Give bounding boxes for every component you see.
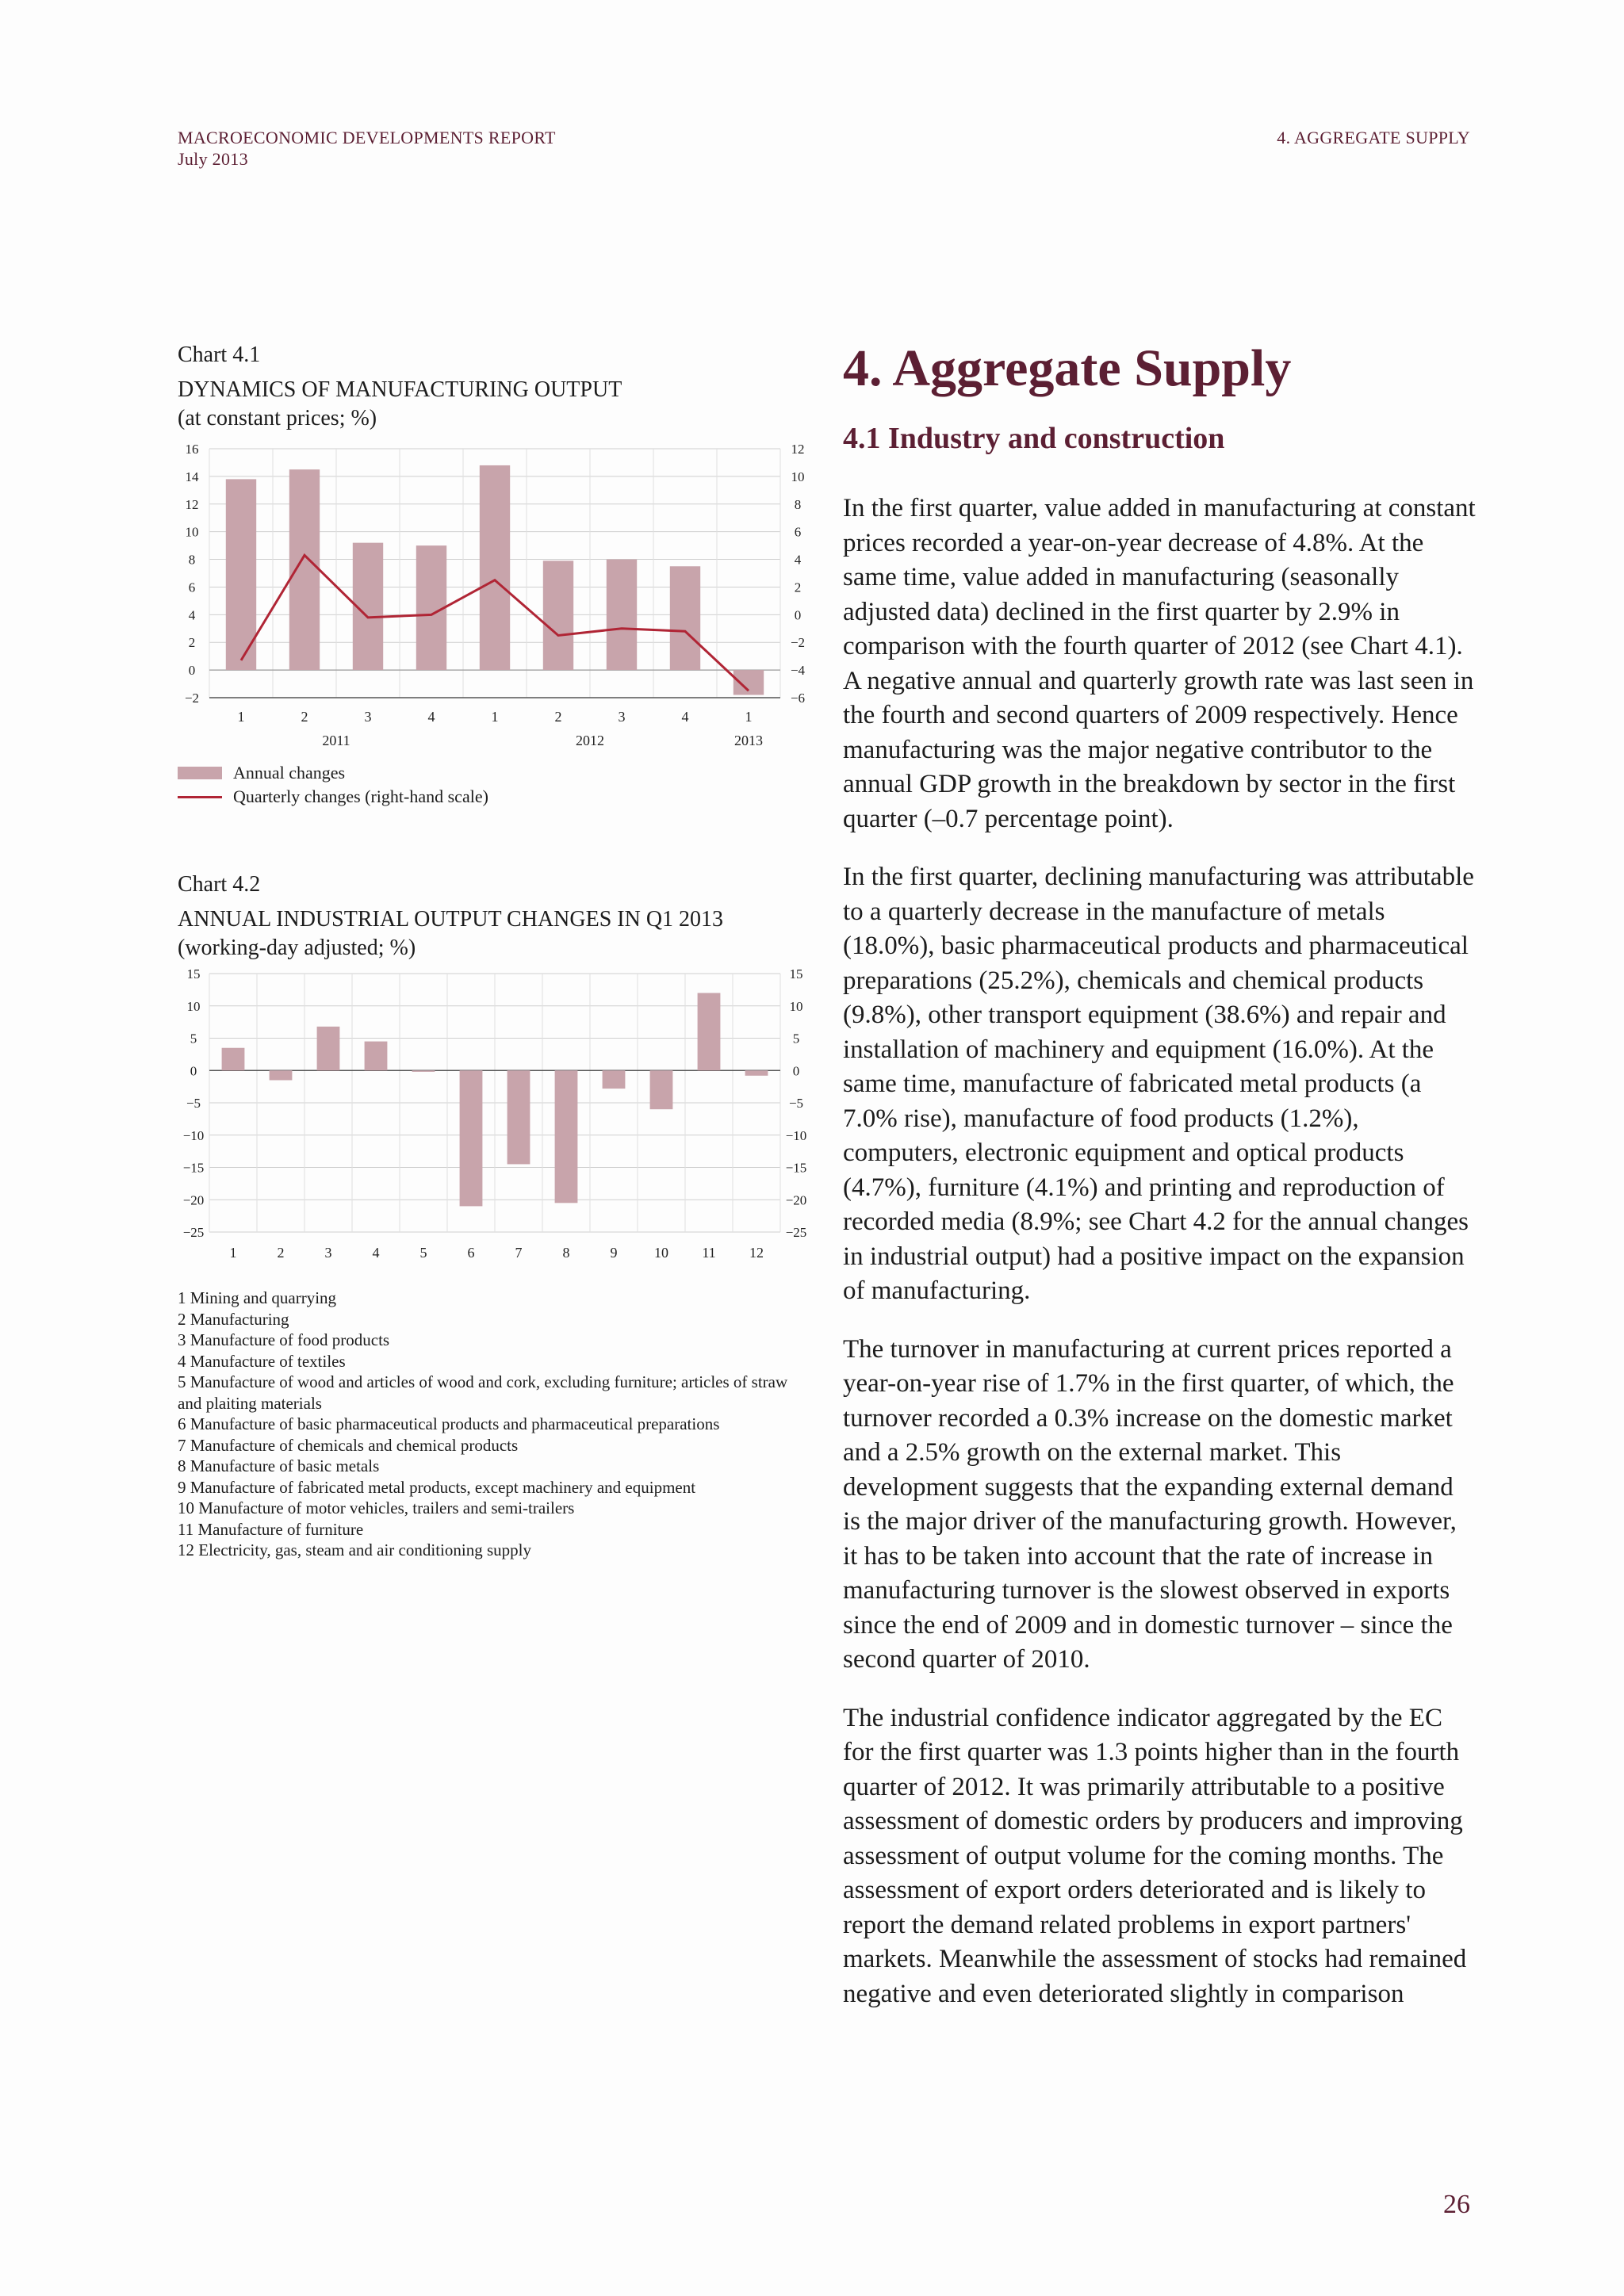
bar: [412, 1070, 435, 1072]
chart-note: 1 Mining and quarrying: [178, 1288, 337, 1307]
y-tick-label-left: −25: [182, 1225, 205, 1240]
bar: [365, 1042, 388, 1071]
y-tick-label-left: 15: [186, 966, 201, 982]
y-tick-label-right: 2: [794, 580, 802, 595]
chart-note: 11 Manufacture of furniture: [178, 1519, 364, 1539]
x-tick-label: 11: [702, 1245, 716, 1261]
bar: [317, 1027, 340, 1070]
y-tick-label-left: −5: [186, 1096, 201, 1111]
x-tick-label: 1: [745, 709, 753, 725]
y-tick-label-right: −10: [785, 1127, 807, 1143]
x-tick-label: 3: [618, 709, 626, 725]
y-tick-label-right: −4: [790, 663, 806, 679]
x-year-label: 2012: [576, 733, 604, 748]
article-column: [843, 333, 1477, 2011]
bar: [698, 993, 721, 1070]
x-tick-label: 1: [229, 1245, 237, 1261]
y-tick-label-right: 0: [794, 607, 802, 623]
y-tick-label-left: 5: [190, 1031, 197, 1047]
y-tick-label-right: 6: [794, 524, 802, 540]
x-tick-label: 6: [467, 1245, 475, 1261]
y-tick-label-left: 16: [185, 442, 199, 457]
x-tick-label: 4: [372, 1245, 380, 1261]
bar: [670, 566, 700, 670]
bar: [733, 670, 764, 695]
paragraph: The turnover in manufacturing at current prices reported a year-on-year rise of 1.7% in the first quarter, of which, the turnover recorded a 0.3% increase on the domestic market and a 2.5% growth on the external market. This development suggests that the expanding external demand is the major driver of the manufacturing growth. However, it has to be taken into account that the rate of increase in manufacturing turnover is the slowest observed in exports since the end of 2009 and in domestic turnover – since the second quarter of 2010.: [843, 1334, 1457, 1674]
chart-4-2-title: ANNUAL INDUSTRIAL OUTPUT CHANGES IN Q1 2013: [178, 907, 724, 932]
y-tick-label-left: −15: [182, 1160, 205, 1176]
y-tick-label-left: 0: [188, 663, 196, 679]
x-tick-label: 3: [324, 1245, 332, 1261]
chart-note: 5 Manufacture of wood and articles of wood and cork, excluding furniture; articles of straw and plaiting materials: [178, 1372, 788, 1413]
chart-note: 6 Manufacture of basic pharmaceutical products and pharmaceutical preparations: [178, 1414, 720, 1433]
y-tick-label-left: 10: [185, 524, 199, 540]
y-tick-label-right: −20: [785, 1192, 807, 1208]
bar: [543, 561, 573, 670]
x-tick-label: 2: [277, 1245, 285, 1261]
chart-4-1-title: DYNAMICS OF MANUFACTURING OUTPUT: [178, 377, 622, 402]
bar: [745, 1070, 768, 1076]
y-tick-label-left: −10: [182, 1127, 205, 1143]
paragraph: In the first quarter, value added in manufacturing at constant prices recorded a year-on-year decrease of 4.8%. At the same time, value added in manufacturing (seasonally adjusted data) declined in the first quarter by 2.9% in comparison with the fourth quarter of 2012 (see Chart 4.1). A negative annual and quarterly growth rate was last seen in the fourth and second quarters of 2009 respectively. Hence manufacturing was the major negative contributor to the annual GDP growth in the breakdown by sector in the first quarter (–0.7 percentage point).: [843, 494, 1476, 833]
x-tick-label: 9: [610, 1245, 618, 1261]
chart-4-1-subtitle: (at constant prices; %): [178, 406, 377, 430]
chart-4-2-notes: [178, 1288, 812, 1561]
y-tick-label-left: 14: [185, 469, 199, 484]
chapter-title: 4. Aggregate Supply: [843, 339, 1292, 397]
chart-note: 8 Manufacture of basic metals: [178, 1456, 380, 1475]
chart-note: 12 Electricity, gas, steam and air conditioning supply: [178, 1540, 531, 1559]
y-tick-label-left: 8: [188, 552, 196, 568]
legend-item-quarterly: [178, 785, 812, 809]
bar: [508, 1070, 530, 1164]
bar: [270, 1070, 293, 1080]
y-tick-label-left: −20: [182, 1192, 205, 1208]
chart-note: 3 Manufacture of food products: [178, 1330, 390, 1349]
legend-item-annual: [178, 761, 812, 785]
y-tick-label-right: −25: [785, 1225, 807, 1240]
section-title: 4.1 Industry and construction: [843, 422, 1225, 455]
chart-note: 10 Manufacture of motor vehicles, trailers and semi-trailers: [178, 1498, 575, 1517]
chart-note: 2 Manufacturing: [178, 1309, 289, 1329]
y-tick-label-right: −15: [785, 1160, 807, 1176]
bar: [289, 469, 320, 670]
paragraph: In the first quarter, declining manufacturing was attributable to a quarterly decrease in the manufacture of metals (18.0%), basic pharmaceutical products and pharmaceutical preparations (25.2%), chemicals and chemical products (9.8%), other transport equipment (38.6%) and repair and installation of machinery and equipment (16.0%). At the same time, manufacture of fabricated metal products (a 7.0% rise), manufacture of food products (1.2%), computers, electronic equipment and optical products (4.7%), furniture (4.1%) and printing and reproduction of recorded media (8.9%; see Chart 4.2 for the annual changes in industrial output) had a positive impact on the expansion of manufacturing.: [843, 863, 1474, 1305]
chart-note: 7 Manufacture of chemicals and chemical products: [178, 1435, 519, 1455]
chart-4-2-label: Chart 4.2: [178, 872, 261, 897]
chart-note: 4 Manufacture of textiles: [178, 1351, 346, 1371]
legend-line-swatch: [178, 796, 222, 798]
chart-4-2-plot: [178, 962, 812, 1288]
x-tick-label: 8: [562, 1245, 570, 1261]
y-tick-label-left: −2: [184, 691, 200, 706]
bar: [555, 1070, 578, 1203]
report-title: MACROECONOMIC DEVELOPMENTS REPORT: [178, 128, 556, 147]
y-tick-label-right: −6: [790, 691, 806, 706]
charts-column: [178, 341, 812, 1561]
chart-note: 9 Manufacture of fabricated metal products, except machinery and equipment: [178, 1477, 696, 1497]
y-tick-label-left: 4: [188, 607, 196, 623]
y-tick-label-left: 0: [190, 1063, 197, 1079]
x-year-label: 2013: [734, 733, 763, 748]
bar: [460, 1070, 483, 1206]
x-tick-label: 2: [301, 709, 308, 725]
y-tick-label-right: 15: [789, 966, 803, 982]
y-tick-label-left: 2: [188, 635, 196, 651]
y-tick-label-left: 10: [186, 998, 201, 1014]
x-tick-label: 3: [364, 709, 372, 725]
x-tick-label: 5: [419, 1245, 427, 1261]
bar: [607, 560, 637, 671]
y-tick-label-left: 6: [188, 580, 196, 595]
legend-label-annual: Annual changes: [233, 763, 346, 783]
page-number: 26: [1443, 2190, 1470, 2219]
report-date: July 2013: [178, 149, 248, 169]
chart-4-1-label: Chart 4.1: [178, 342, 261, 367]
x-tick-label: 10: [654, 1245, 668, 1261]
y-tick-label-right: 10: [789, 998, 803, 1014]
x-year-label: 2011: [322, 733, 350, 748]
chart-4-2-subtitle: (working-day adjusted; %): [178, 936, 416, 960]
y-tick-label-right: −5: [788, 1096, 804, 1111]
y-tick-label-right: 10: [791, 469, 805, 484]
y-tick-label-right: 12: [791, 442, 805, 457]
bar: [480, 465, 510, 670]
chart-4-2-block: [178, 871, 812, 1561]
y-tick-label-right: −2: [790, 635, 806, 651]
x-tick-label: 4: [681, 709, 689, 725]
legend-label-quarterly: Quarterly changes (right-hand scale): [233, 786, 488, 806]
x-tick-label: 4: [427, 709, 435, 725]
y-tick-label-right: 0: [792, 1063, 800, 1079]
x-tick-label: 2: [554, 709, 562, 725]
y-tick-label-right: 5: [792, 1031, 800, 1047]
x-tick-label: 1: [491, 709, 499, 725]
y-tick-label-right: 8: [794, 496, 802, 512]
section-header: 4. AGGREGATE SUPPLY: [1277, 128, 1470, 147]
x-tick-label: 7: [515, 1245, 523, 1261]
chart-4-1-block: [178, 341, 812, 809]
bar: [222, 1048, 245, 1071]
bar: [603, 1070, 626, 1089]
paragraph: The industrial confidence indicator aggregated by the EC for the first quarter was 1.3 points higher than in the fourth quarter of 2012. It was primarily attributable to a positive assessment of domestic orders by producers and improving assessment of output volume for the coming months. The assessment of export orders deteriorated and is likely to report the demand related problems in export partners' markets. Meanwhile the assessment of stocks had remained negative and even deteriorated slightly in comparison: [843, 1703, 1467, 2008]
chart-4-1-plot: [178, 433, 812, 758]
y-tick-label-left: 12: [185, 496, 199, 512]
running-header-left: [178, 127, 556, 170]
bar: [650, 1070, 673, 1109]
legend-bar-swatch: [178, 767, 222, 779]
y-tick-label-right: 4: [794, 552, 802, 568]
x-tick-label: 12: [749, 1245, 764, 1261]
x-tick-label: 1: [237, 709, 245, 725]
chart-4-1-legend: [178, 761, 812, 809]
